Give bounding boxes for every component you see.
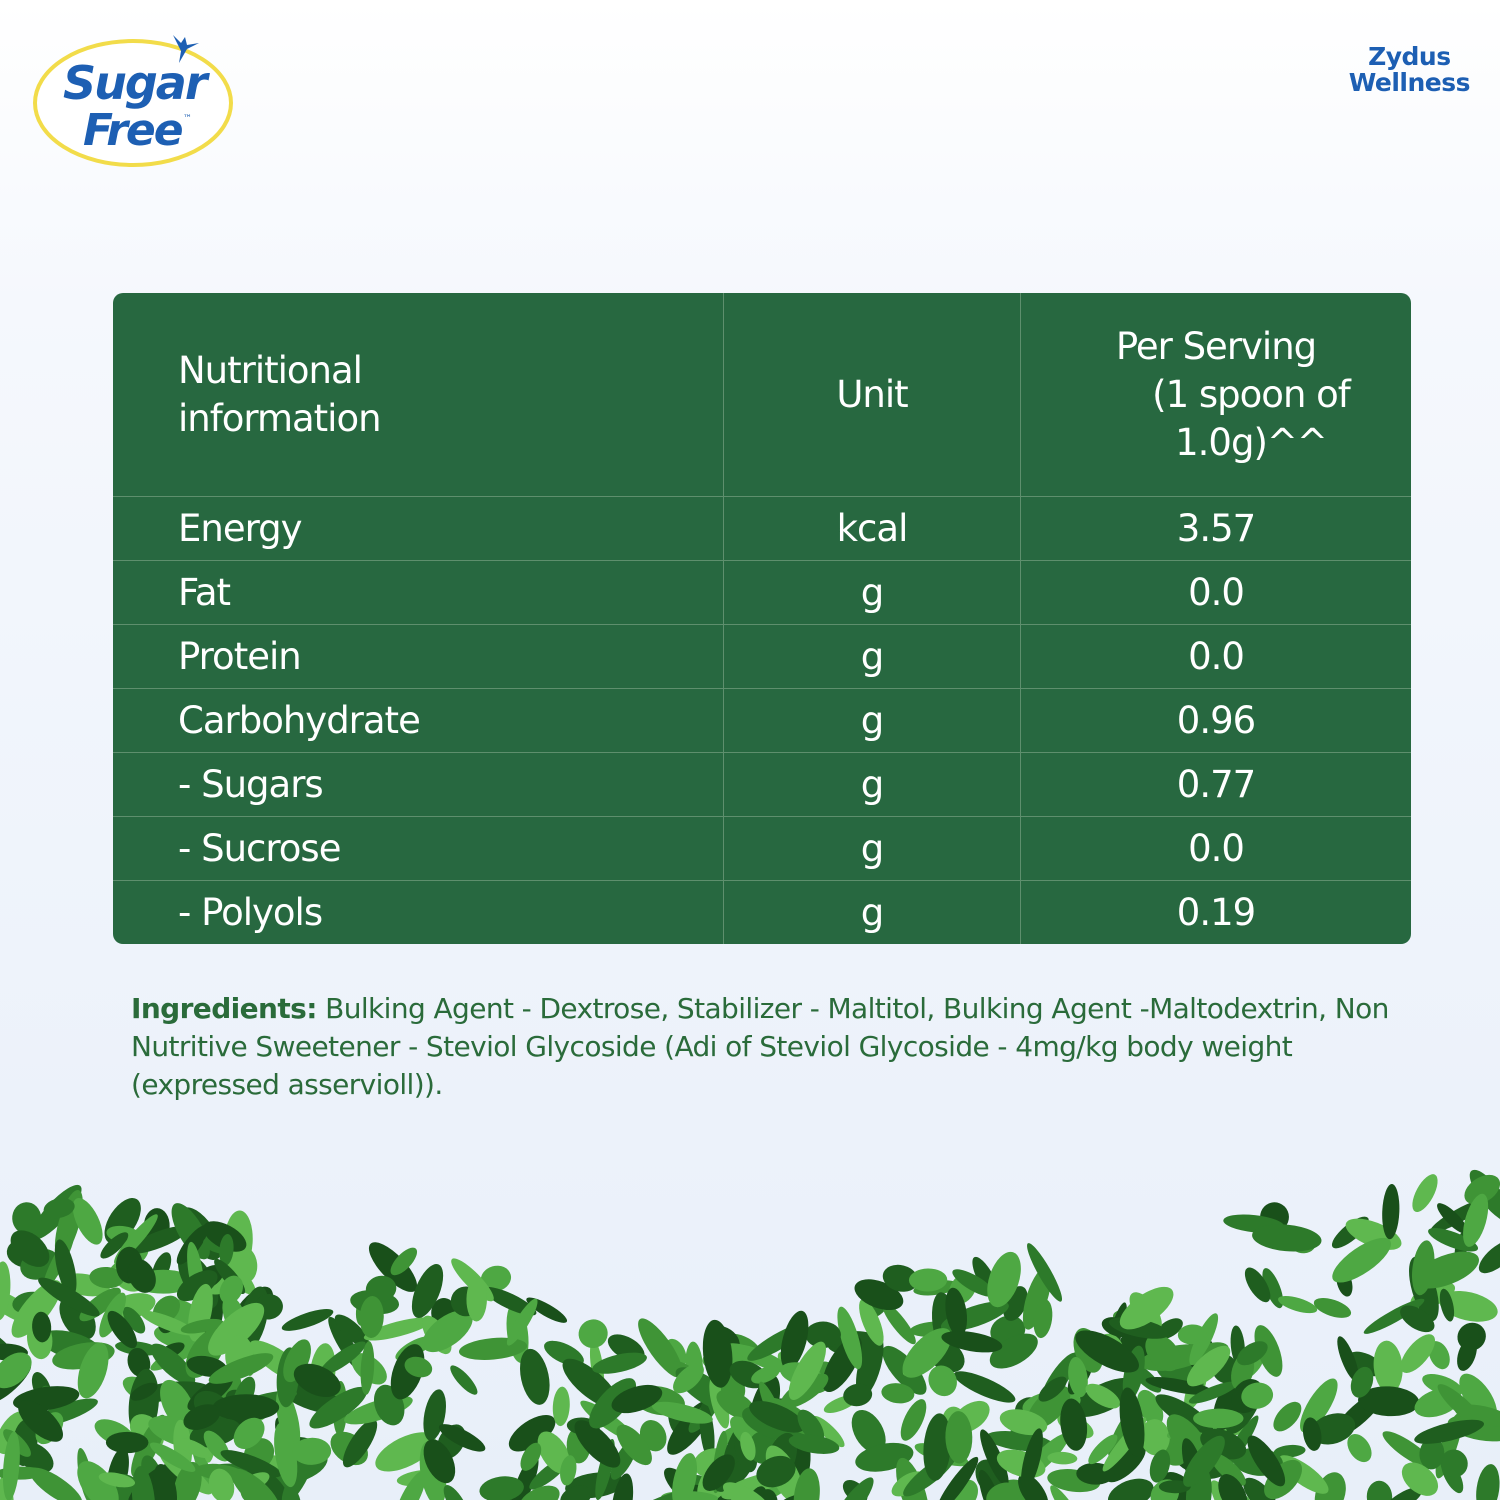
svg-text:Free: Free: [83, 105, 182, 156]
zydus-wellness-logo: [1349, 44, 1470, 96]
nutrient-value: 3.57: [1021, 497, 1412, 561]
leaf: [212, 1394, 279, 1421]
nutrient-unit: kcal: [724, 497, 1021, 561]
nutrient-unit: g: [724, 561, 1021, 625]
nutrient-name: - Polyols: [113, 881, 724, 944]
leaf: [574, 1314, 613, 1353]
nutrient-name: Protein: [113, 625, 724, 689]
nutrient-unit: g: [724, 817, 1021, 881]
sugar-free-logo: [33, 33, 233, 167]
nutrient-value: 0.19: [1021, 881, 1412, 944]
serving-size-label: (1 spoon of 1.0g)^^: [1152, 372, 1350, 464]
table-row: [113, 817, 1411, 881]
table-row: [113, 497, 1411, 561]
nutrient-value: 0.0: [1021, 561, 1412, 625]
table-row: [113, 625, 1411, 689]
ingredients-label: Ingredients:: [131, 992, 317, 1025]
per-serving-label: Per Serving: [1115, 324, 1317, 368]
leaf: [1366, 1480, 1393, 1500]
nutrient-value: 0.0: [1021, 817, 1412, 881]
leaf: [1473, 1463, 1500, 1500]
nutrient-unit: g: [724, 881, 1021, 944]
zydus-text: Zydus: [1368, 42, 1451, 71]
leaf: [280, 1305, 336, 1336]
nutrient-value: 0.0: [1021, 625, 1412, 689]
table-row: [113, 753, 1411, 817]
leaf: [1276, 1292, 1319, 1316]
leaf: [447, 1362, 482, 1398]
nutrient-value: 0.96: [1021, 689, 1412, 753]
nutrient-name: - Sucrose: [113, 817, 724, 881]
ingredients-text: [131, 990, 1401, 1104]
leaf: [106, 1432, 149, 1453]
leaf: [1268, 1397, 1306, 1437]
nutrient-name: - Sugars: [113, 753, 724, 817]
nutrient-name: Fat: [113, 561, 724, 625]
nutrient-unit: g: [724, 689, 1021, 753]
header-per-serving: [1021, 293, 1412, 497]
header-nutritional-information: Nutritional information: [113, 293, 724, 497]
table-row: [113, 561, 1411, 625]
leaf: [1372, 1339, 1405, 1394]
nutrient-unit: g: [724, 753, 1021, 817]
ingredients-list: Bulking Agent - Dextrose, Stabilizer - Maltitol, Bulking Agent -Maltodextrin, Non Nutritive Sweetener - Steviol Glycoside (Adi of Steviol Glycoside - 4mg/kg body weight (expressed asservioll)).: [131, 992, 1389, 1101]
wellness-text: Wellness: [1348, 68, 1470, 97]
table-row: [113, 881, 1411, 944]
header-unit: Unit: [724, 293, 1021, 497]
table-row: [113, 689, 1411, 753]
nutrient-name: Carbohydrate: [113, 689, 724, 753]
nutrient-value: 0.77: [1021, 753, 1412, 817]
leaf: [1311, 1294, 1353, 1322]
nutrient-name: Energy: [113, 497, 724, 561]
nutrient-unit: g: [724, 625, 1021, 689]
nutrition-table: [113, 293, 1411, 944]
leaf: [1193, 1409, 1243, 1429]
table-header-row: [113, 293, 1411, 497]
leaf: [1407, 1170, 1442, 1215]
stevia-leaves-image: [0, 1140, 1500, 1500]
svg-text:™: ™: [183, 114, 192, 124]
svg-text:Sugar: Sugar: [63, 56, 206, 110]
